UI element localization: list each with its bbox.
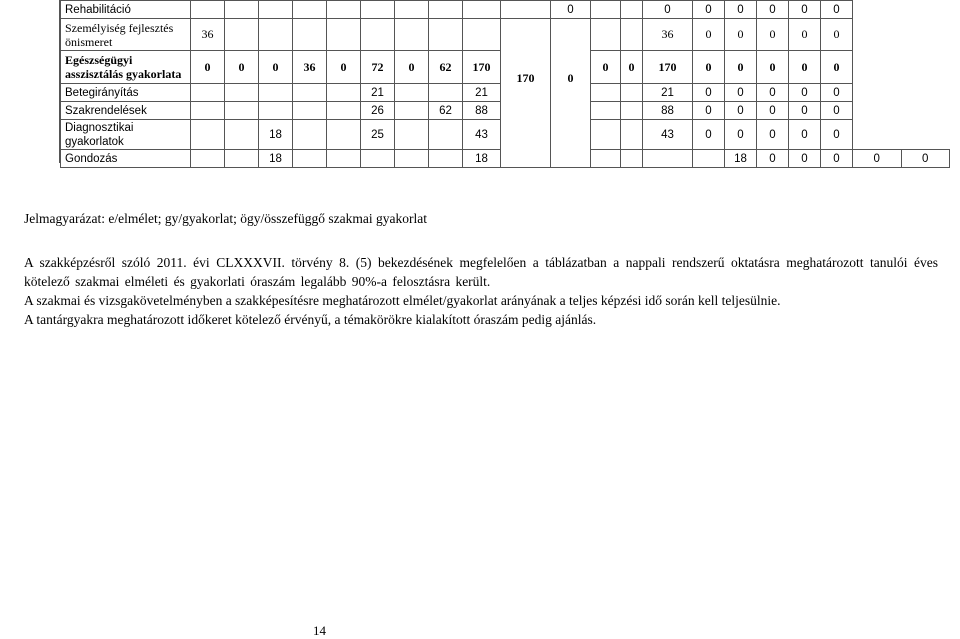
cell: 88	[463, 102, 501, 120]
cell: 0	[757, 120, 789, 150]
cell: 62	[429, 51, 463, 84]
cell	[327, 1, 361, 19]
cell: 0	[789, 19, 821, 51]
cell	[327, 84, 361, 102]
note-paragraph: A tantárgyakra meghatározott időkeret kötelező érvényű, a témakörökre kialakított óraszám pedig ajánlás.	[24, 312, 597, 327]
cell	[429, 19, 463, 51]
cell: 0	[757, 19, 789, 51]
cell: 0	[725, 84, 757, 102]
cell	[621, 102, 643, 120]
cell: 0	[757, 150, 789, 168]
cell	[591, 120, 621, 150]
note-paragraph: A szakmai és vizsgakövetelményben a szakképesítésre meghatározott elmélet/gyakorlat arányának a teljes képzési idő során kell teljesülnie.	[24, 293, 781, 308]
cell: 0	[693, 19, 725, 51]
cell: 0	[693, 120, 725, 150]
cell: 0	[821, 150, 853, 168]
cell: 0	[901, 150, 950, 168]
cell: 21	[643, 84, 693, 102]
cell: 25	[361, 120, 395, 150]
table-row	[61, 1, 950, 19]
cell: 0	[327, 51, 361, 84]
cell: 62	[429, 102, 463, 120]
cell: 0	[821, 102, 853, 120]
cell: 0	[789, 150, 821, 168]
cell: 0	[725, 1, 757, 19]
cell: 0	[789, 1, 821, 19]
cell	[361, 19, 395, 51]
merged-total-cell: 170	[501, 19, 551, 168]
cell	[293, 102, 327, 120]
cell	[395, 120, 429, 150]
cell: 36	[191, 19, 225, 51]
cell	[395, 1, 429, 19]
cell	[259, 84, 293, 102]
cell	[621, 150, 643, 168]
cell	[327, 150, 361, 168]
cell	[259, 1, 293, 19]
cell: 0	[621, 51, 643, 84]
row-name: Személyiség fejlesztés önismeret	[61, 19, 191, 51]
cell: 0	[693, 102, 725, 120]
cell	[191, 120, 225, 150]
cell	[463, 1, 501, 19]
cell: 0	[821, 84, 853, 102]
cell: 0	[757, 51, 789, 84]
cell: 0	[591, 51, 621, 84]
cell	[361, 1, 395, 19]
merged-ogy-cell: 0	[551, 19, 591, 168]
note-paragraph: A szakképzésről szóló 2011. évi CLXXXVII. törvény 8. (5) bekezdésének megfelelően a táblázatban a nappali rendszerű oktatásra meghatározott tanulói éves kötelező szakmai elméleti és gyakorlati óraszám legalább 90%-a felosztásra került.	[24, 255, 938, 289]
cell: 88	[643, 102, 693, 120]
cell	[225, 1, 259, 19]
cell: 0	[821, 51, 853, 84]
hours-table	[60, 0, 950, 168]
cell: 170	[463, 51, 501, 84]
cell	[429, 120, 463, 150]
row-name: Diagnosztikai gyakorlatok	[61, 120, 191, 150]
cell	[395, 84, 429, 102]
cell: 0	[725, 51, 757, 84]
cell	[293, 84, 327, 102]
cell	[361, 150, 395, 168]
cell: 0	[789, 84, 821, 102]
cell: 0	[643, 1, 693, 19]
cell	[501, 1, 551, 19]
cell: 36	[643, 19, 693, 51]
cell	[225, 19, 259, 51]
cell	[293, 19, 327, 51]
cell	[429, 1, 463, 19]
row-name: Rehabilitáció	[61, 1, 191, 19]
cell	[191, 102, 225, 120]
cell	[591, 84, 621, 102]
cell: 0	[789, 102, 821, 120]
cell	[621, 84, 643, 102]
cell: 0	[693, 1, 725, 19]
cell	[293, 150, 327, 168]
cell: 0	[789, 120, 821, 150]
row-name: Betegirányítás	[61, 84, 191, 102]
cell	[591, 102, 621, 120]
cell	[591, 1, 621, 19]
cell: 36	[293, 51, 327, 84]
cell: 18	[725, 150, 757, 168]
cell: 0	[693, 51, 725, 84]
cell	[395, 150, 429, 168]
legend-text: Jelmagyarázat: e/elmélet; gy/gyakorlat; ögy/összefüggő szakmai gyakorlat	[24, 211, 427, 226]
cell	[395, 19, 429, 51]
cell: 0	[225, 51, 259, 84]
cell: 18	[463, 150, 501, 168]
cell	[621, 120, 643, 150]
cell: 0	[821, 120, 853, 150]
cell: 0	[821, 1, 853, 19]
cell: 0	[821, 19, 853, 51]
cell	[191, 1, 225, 19]
cell	[693, 150, 725, 168]
cell	[225, 102, 259, 120]
cell: 0	[725, 120, 757, 150]
cell	[293, 1, 327, 19]
cell	[429, 84, 463, 102]
cell	[293, 120, 327, 150]
cell: 0	[853, 150, 902, 168]
cell	[463, 19, 501, 51]
cell: 21	[361, 84, 395, 102]
cell: 18	[259, 120, 293, 150]
cell: 0	[789, 51, 821, 84]
cell: 72	[361, 51, 395, 84]
cell	[621, 1, 643, 19]
cell: 0	[191, 51, 225, 84]
cell	[429, 150, 463, 168]
cell: 21	[463, 84, 501, 102]
cell	[395, 102, 429, 120]
cell: 0	[757, 84, 789, 102]
cell	[259, 19, 293, 51]
cell: 0	[551, 1, 591, 19]
cell	[621, 19, 643, 51]
page-number: 14	[313, 623, 326, 638]
cell: 43	[463, 120, 501, 150]
row-name: Gondozás	[61, 150, 191, 168]
cell: 26	[361, 102, 395, 120]
row-name: Szakrendelések	[61, 102, 191, 120]
row-name: Egészségügyi asszisztálás gyakorlata	[61, 51, 191, 84]
cell	[327, 19, 361, 51]
cell	[327, 120, 361, 150]
cell	[591, 19, 621, 51]
cell	[191, 150, 225, 168]
cell: 43	[643, 120, 693, 150]
cell: 170	[643, 51, 693, 84]
cell: 18	[259, 150, 293, 168]
cell: 0	[725, 102, 757, 120]
cell: 0	[693, 84, 725, 102]
cell	[225, 120, 259, 150]
cell	[643, 150, 693, 168]
cell	[225, 150, 259, 168]
cell	[591, 150, 621, 168]
cell	[259, 102, 293, 120]
cell	[225, 84, 259, 102]
cell: 0	[725, 19, 757, 51]
cell: 0	[259, 51, 293, 84]
table-row	[61, 19, 950, 51]
cell	[191, 84, 225, 102]
cell: 0	[395, 51, 429, 84]
table-left-margin-column	[0, 0, 60, 163]
cell: 0	[757, 102, 789, 120]
cell: 0	[757, 1, 789, 19]
notes-block	[24, 253, 938, 329]
cell	[327, 102, 361, 120]
